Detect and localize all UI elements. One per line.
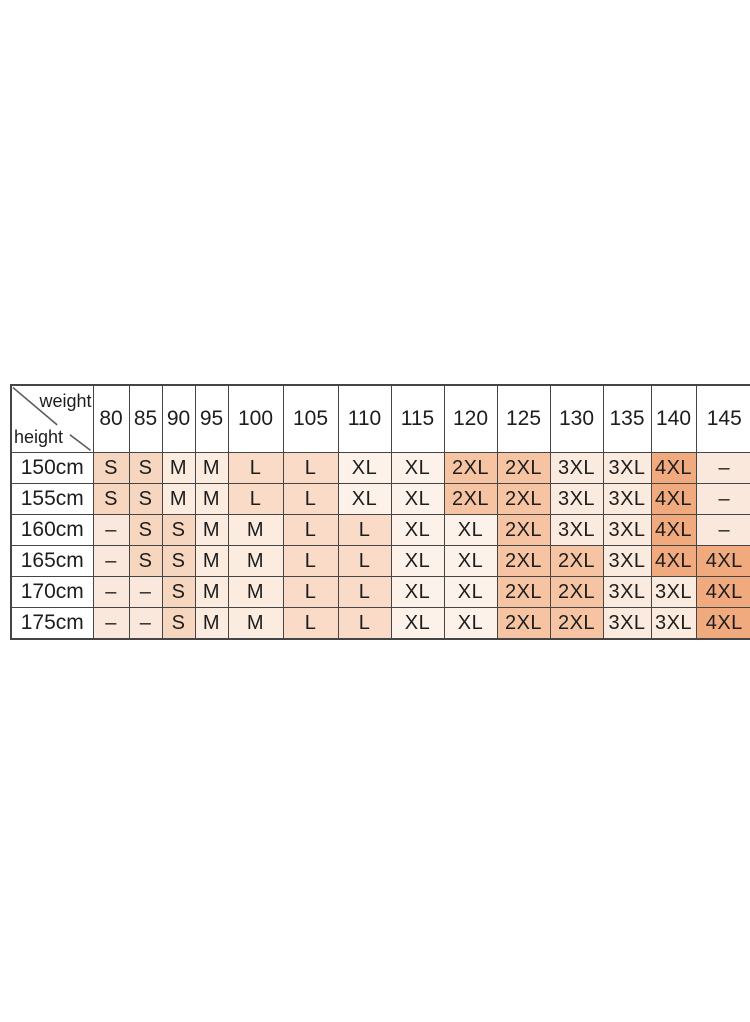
size-cell: S (93, 453, 129, 484)
size-cell: XL (391, 515, 444, 546)
size-cell: 3XL (651, 577, 696, 608)
size-cell: 4XL (651, 546, 696, 577)
size-cell: – (129, 577, 162, 608)
size-cell: XL (444, 608, 497, 640)
size-cell: XL (444, 546, 497, 577)
weight-header-cell: 115 (391, 385, 444, 453)
corner-cell (11, 385, 93, 453)
weight-header-cell: 100 (228, 385, 283, 453)
size-cell: S (129, 484, 162, 515)
size-cell: L (283, 484, 338, 515)
size-cell: 2XL (497, 546, 550, 577)
corner-height-label: height (14, 427, 64, 447)
weight-header-cell: 135 (603, 385, 651, 453)
size-cell: – (93, 608, 129, 640)
size-cell: L (283, 453, 338, 484)
size-cell: S (129, 515, 162, 546)
weight-header-cell: 105 (283, 385, 338, 453)
table-row (11, 608, 750, 640)
table-row (11, 484, 750, 515)
size-cell: S (162, 577, 195, 608)
size-cell: M (195, 484, 228, 515)
size-cell: L (283, 608, 338, 640)
height-label-cell: 175cm (11, 608, 93, 640)
weight-header-cell: 145 (696, 385, 750, 453)
size-cell: 3XL (603, 515, 651, 546)
size-cell: 2XL (550, 608, 603, 640)
size-cell: XL (444, 515, 497, 546)
size-cell: XL (391, 546, 444, 577)
size-cell: 3XL (603, 453, 651, 484)
size-cell: L (228, 453, 283, 484)
size-cell: M (195, 577, 228, 608)
size-cell: M (228, 546, 283, 577)
size-cell: M (195, 515, 228, 546)
size-cell: 2XL (444, 484, 497, 515)
size-cell: 4XL (696, 546, 750, 577)
height-label-cell: 170cm (11, 577, 93, 608)
header-row (11, 385, 750, 453)
size-cell: 2XL (550, 577, 603, 608)
size-cell: XL (391, 608, 444, 640)
size-cell: 3XL (550, 453, 603, 484)
size-cell: XL (338, 484, 391, 515)
size-cell: XL (391, 577, 444, 608)
size-cell: S (162, 546, 195, 577)
size-cell: 2XL (497, 515, 550, 546)
size-cell: 4XL (651, 484, 696, 515)
height-label-cell: 155cm (11, 484, 93, 515)
size-cell: – (129, 608, 162, 640)
size-cell: 3XL (603, 577, 651, 608)
size-cell: L (338, 577, 391, 608)
size-cell: 2XL (550, 546, 603, 577)
height-label-cell: 160cm (11, 515, 93, 546)
weight-header-cell: 125 (497, 385, 550, 453)
size-cell: 2XL (497, 484, 550, 515)
size-cell: S (93, 484, 129, 515)
size-cell: 4XL (696, 608, 750, 640)
size-cell: S (129, 546, 162, 577)
weight-header-cell: 130 (550, 385, 603, 453)
size-cell: M (195, 453, 228, 484)
corner-weight-label: weight (39, 391, 92, 411)
weight-header-cell: 80 (93, 385, 129, 453)
size-cell: M (195, 546, 228, 577)
size-cell: 2XL (497, 577, 550, 608)
size-cell: 3XL (603, 484, 651, 515)
size-cell: – (93, 546, 129, 577)
size-cell: XL (338, 453, 391, 484)
size-cell: 3XL (603, 546, 651, 577)
size-cell: S (129, 453, 162, 484)
size-cell: L (283, 577, 338, 608)
size-cell: 2XL (497, 453, 550, 484)
height-label-cell: 150cm (11, 453, 93, 484)
size-cell: – (93, 515, 129, 546)
size-cell: M (228, 577, 283, 608)
size-cell: L (228, 484, 283, 515)
table-row (11, 453, 750, 484)
size-cell: 4XL (651, 453, 696, 484)
size-cell: M (162, 453, 195, 484)
size-cell: 2XL (444, 453, 497, 484)
size-cell: – (93, 577, 129, 608)
size-cell: M (162, 484, 195, 515)
size-cell: 3XL (550, 515, 603, 546)
size-cell: M (228, 515, 283, 546)
size-cell: XL (444, 577, 497, 608)
weight-header-cell: 85 (129, 385, 162, 453)
size-chart-table (10, 384, 750, 640)
size-cell: 3XL (550, 484, 603, 515)
size-cell: L (283, 515, 338, 546)
size-cell: S (162, 608, 195, 640)
height-label-cell: 165cm (11, 546, 93, 577)
size-cell: L (283, 546, 338, 577)
size-cell: 4XL (651, 515, 696, 546)
size-cell: 3XL (651, 608, 696, 640)
weight-header-cell: 90 (162, 385, 195, 453)
size-cell: – (696, 515, 750, 546)
weight-header-cell: 120 (444, 385, 497, 453)
weight-header-cell: 140 (651, 385, 696, 453)
size-cell: L (338, 608, 391, 640)
size-cell: XL (391, 453, 444, 484)
size-cell: 4XL (696, 577, 750, 608)
table-row (11, 546, 750, 577)
size-cell: 3XL (603, 608, 651, 640)
size-chart-region (10, 384, 750, 640)
size-cell: L (338, 546, 391, 577)
table-row (11, 577, 750, 608)
size-cell: L (338, 515, 391, 546)
table-row (11, 515, 750, 546)
weight-header-cell: 95 (195, 385, 228, 453)
weight-header-cell: 110 (338, 385, 391, 453)
size-cell: M (195, 608, 228, 640)
size-cell: S (162, 515, 195, 546)
size-cell: – (696, 453, 750, 484)
size-cell: – (696, 484, 750, 515)
size-cell: XL (391, 484, 444, 515)
size-cell: M (228, 608, 283, 640)
size-cell: 2XL (497, 608, 550, 640)
